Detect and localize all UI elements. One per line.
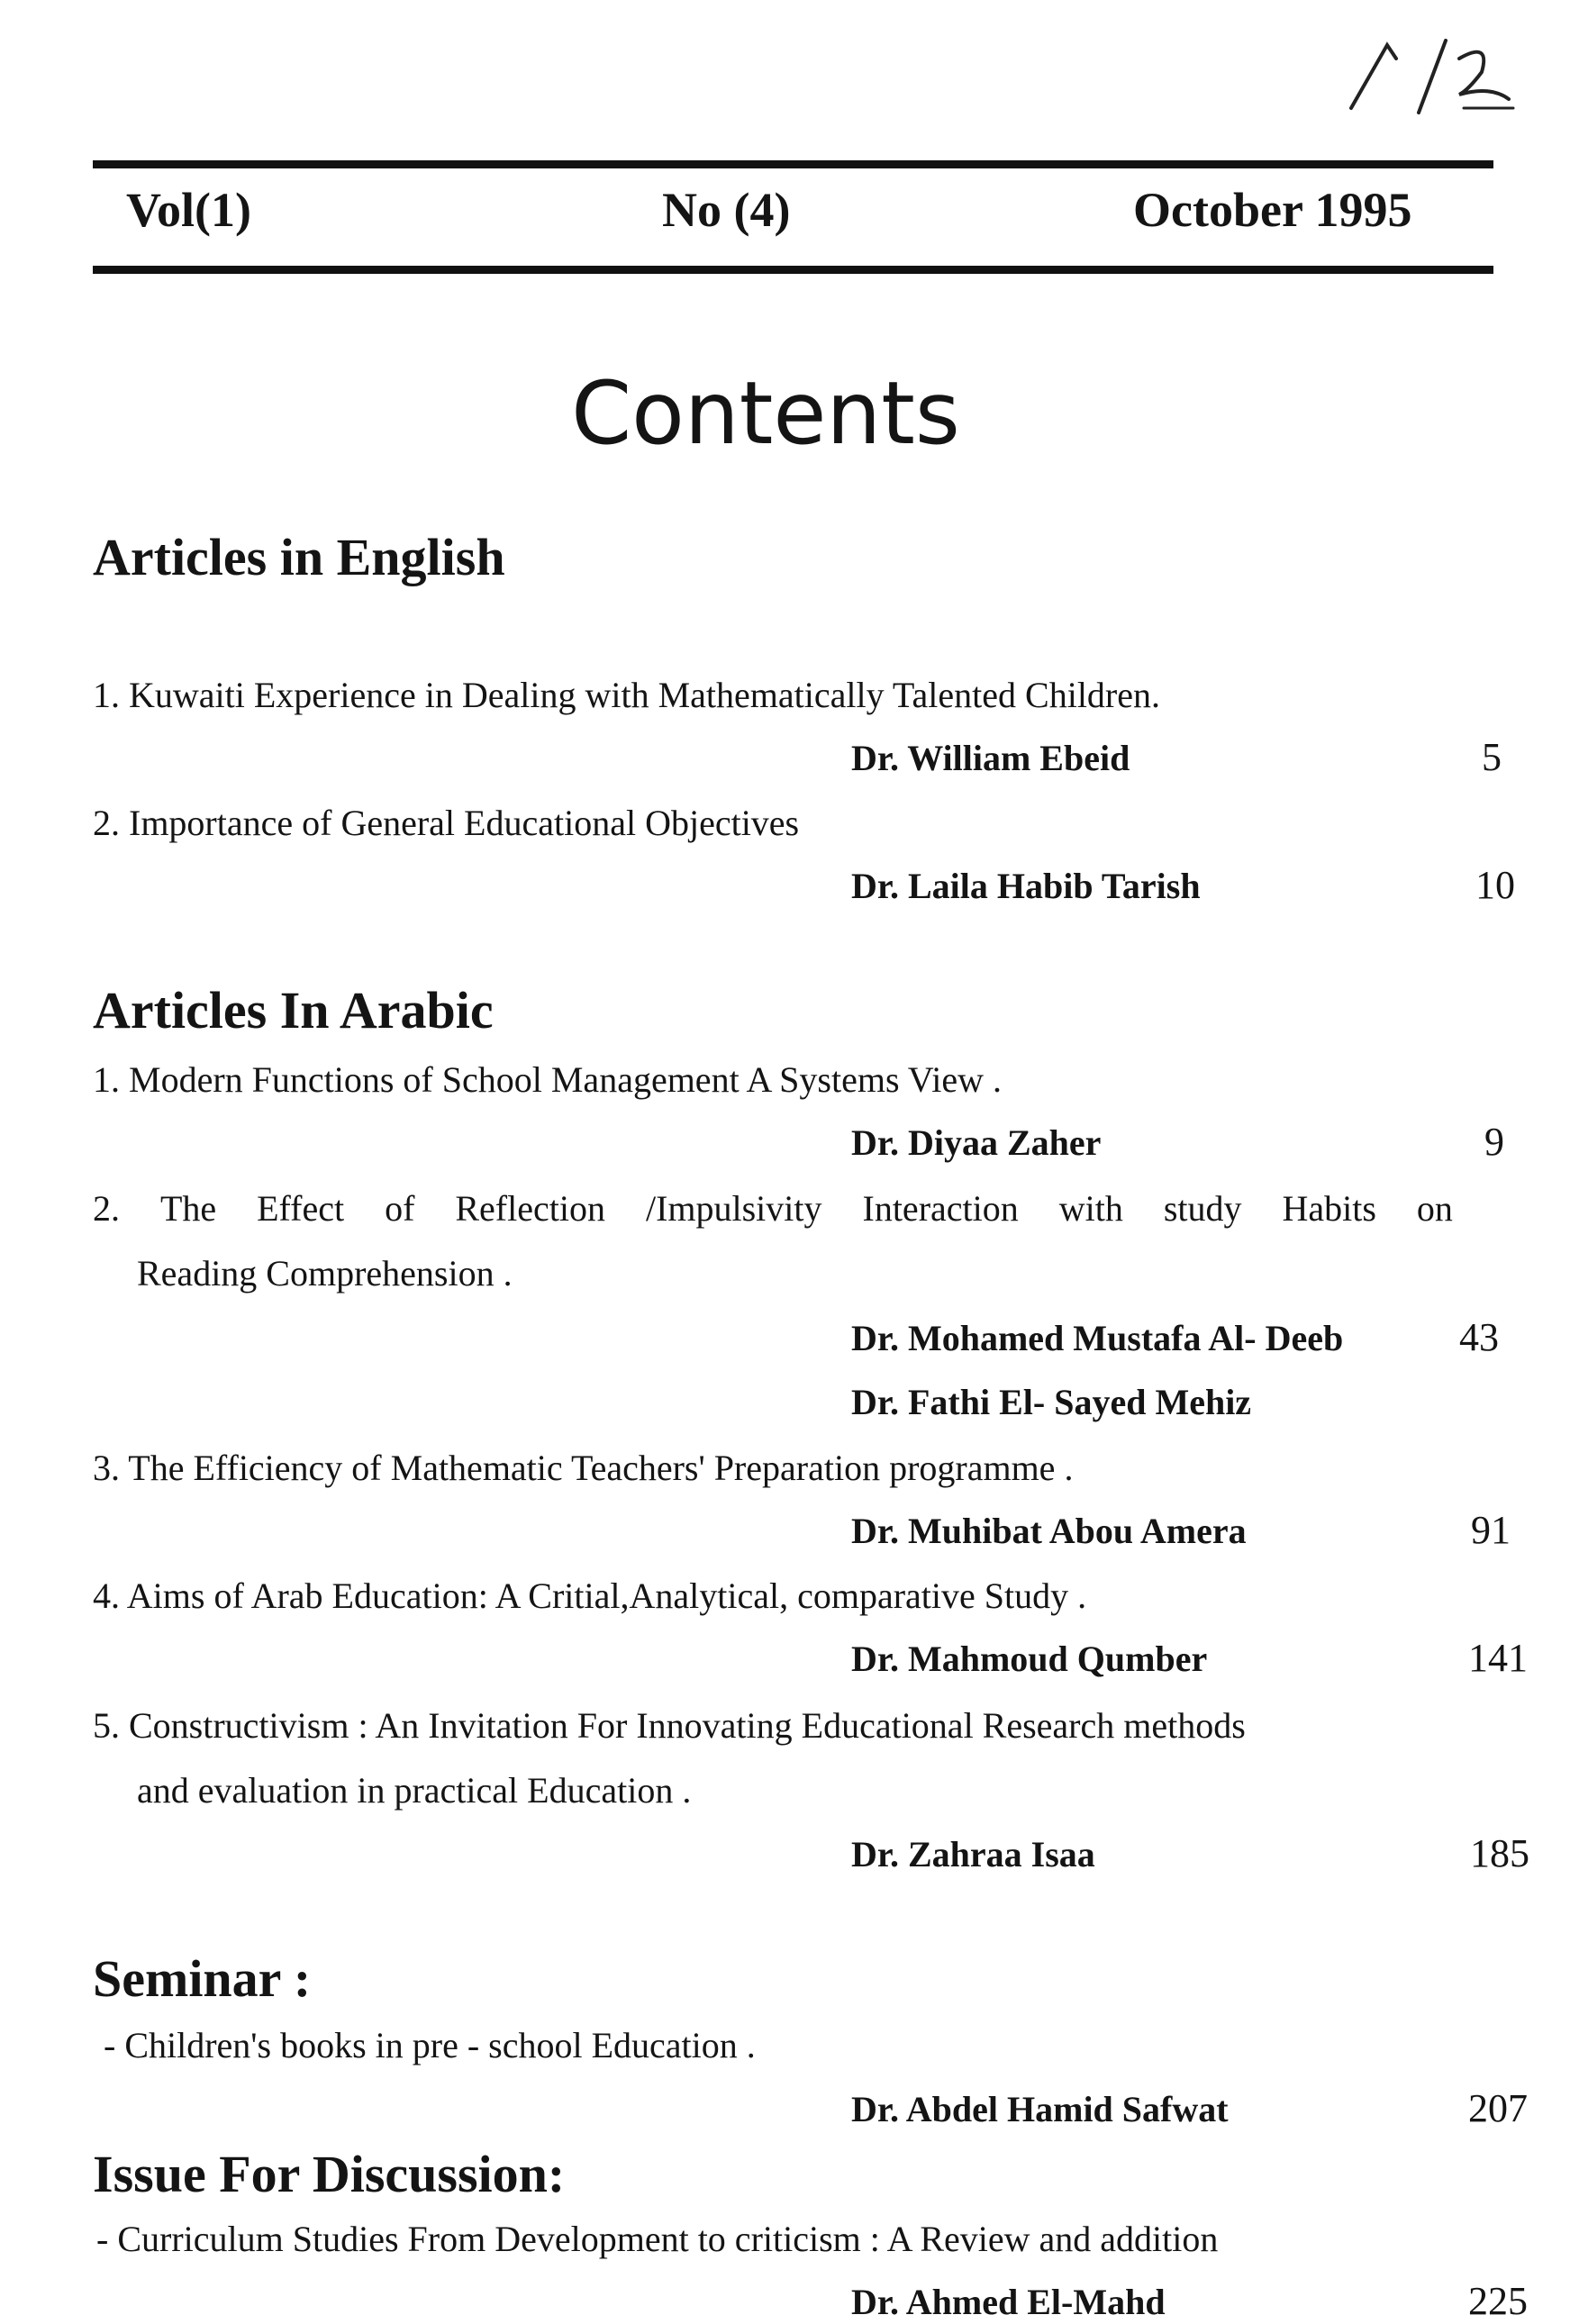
title-word: The bbox=[159, 1188, 217, 1229]
arabic-article-5-title-continued: and evaluation in practical Education . bbox=[137, 1770, 692, 1811]
title-word: 2. bbox=[93, 1188, 120, 1229]
arabic-article-5-author: Dr. Zahraa Isaa bbox=[851, 1834, 1095, 1875]
arabic-article-3-title: 3. The Efficiency of Mathematic Teachers' Preparation programme . bbox=[93, 1448, 1074, 1488]
arabic-article-5-page: 185 bbox=[1470, 1831, 1529, 1875]
title-word: of bbox=[385, 1188, 415, 1229]
header-bottom-rule bbox=[93, 266, 1493, 274]
english-article-1-author: Dr. William Ebeid bbox=[851, 738, 1130, 778]
discussion-item-1-page: 225 bbox=[1468, 2279, 1528, 2323]
title-word: /Impulsivity bbox=[645, 1188, 822, 1229]
arabic-article-4-page: 141 bbox=[1468, 1636, 1528, 1680]
english-article-1-title: 1. Kuwaiti Experience in Dealing with Mathematically Talented Children. bbox=[93, 675, 1160, 715]
issue-date-label: October 1995 bbox=[1133, 183, 1412, 237]
title-word: Reflection bbox=[455, 1188, 605, 1229]
section-heading-discussion: Issue For Discussion: bbox=[93, 2145, 566, 2203]
english-article-1-page: 5 bbox=[1482, 735, 1502, 779]
arabic-article-2-title bbox=[93, 1187, 1453, 1230]
section-heading-arabic: Articles In Arabic bbox=[93, 981, 494, 1039]
arabic-article-2-page: 43 bbox=[1459, 1315, 1499, 1359]
title-word: Habits bbox=[1282, 1188, 1376, 1229]
arabic-article-4-title: 4. Aims of Arab Education: A Critial,Analytical, comparative Study . bbox=[93, 1575, 1087, 1616]
section-heading-english: Articles in English bbox=[93, 528, 505, 586]
handwritten-page-mark bbox=[1333, 23, 1531, 122]
seminar-item-1-page: 207 bbox=[1468, 2086, 1528, 2130]
title-word: Interaction bbox=[862, 1188, 1019, 1229]
arabic-article-5-title: 5. Constructivism : An Invitation For Innovating Educational Research methods bbox=[93, 1705, 1246, 1746]
discussion-item-1-author: Dr. Ahmed El-Mahd bbox=[851, 2282, 1166, 2322]
arabic-article-2-title-continued: Reading Comprehension . bbox=[137, 1253, 513, 1294]
issue-number-label: No (4) bbox=[662, 183, 791, 237]
title-word: on bbox=[1416, 1188, 1453, 1229]
english-article-2-page: 10 bbox=[1475, 863, 1515, 907]
volume-label: Vol(1) bbox=[126, 183, 252, 237]
english-article-2-author: Dr. Laila Habib Tarish bbox=[851, 866, 1201, 906]
seminar-item-1-title: - Children's books in pre - school Education . bbox=[104, 2025, 756, 2065]
section-heading-seminar: Seminar : bbox=[93, 1949, 312, 2008]
arabic-article-2-author-1: Dr. Mohamed Mustafa Al- Deeb bbox=[851, 1318, 1344, 1358]
seminar-item-1-author: Dr. Abdel Hamid Safwat bbox=[851, 2089, 1229, 2129]
arabic-article-4-author: Dr. Mahmoud Qumber bbox=[851, 1639, 1208, 1679]
arabic-article-1-page: 9 bbox=[1484, 1120, 1504, 1164]
header-top-rule bbox=[93, 160, 1493, 168]
title-word: Effect bbox=[257, 1188, 345, 1229]
arabic-article-2-author-2: Dr. Fathi El- Sayed Mehiz bbox=[851, 1382, 1252, 1422]
discussion-item-1-title: - Curriculum Studies From Development to criticism : A Review and addition bbox=[96, 2219, 1219, 2259]
arabic-article-1-author: Dr. Diyaa Zaher bbox=[851, 1122, 1102, 1163]
arabic-article-1-title: 1. Modern Functions of School Management A Systems View . bbox=[93, 1059, 1003, 1100]
title-word: study bbox=[1163, 1188, 1242, 1229]
arabic-article-3-page: 91 bbox=[1471, 1508, 1511, 1552]
title-word: with bbox=[1058, 1188, 1123, 1229]
arabic-article-3-author: Dr. Muhibat Abou Amera bbox=[851, 1511, 1247, 1551]
english-article-2-title: 2. Importance of General Educational Objectives bbox=[93, 803, 800, 843]
page-title: Contents bbox=[571, 363, 960, 464]
